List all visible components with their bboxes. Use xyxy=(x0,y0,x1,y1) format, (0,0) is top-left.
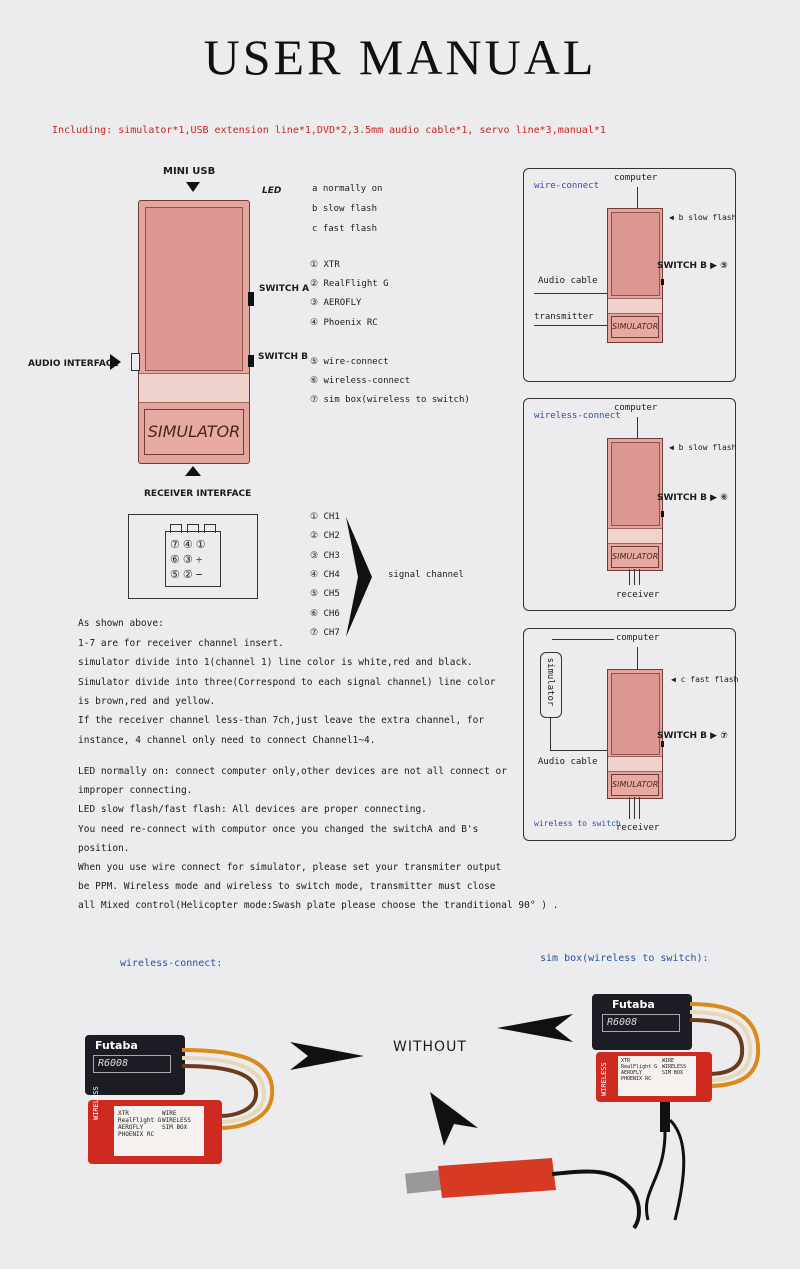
wireless-connect-heading: wireless-connect: xyxy=(120,958,223,969)
device-window xyxy=(611,212,660,296)
device-band xyxy=(608,298,662,314)
led-label: LED xyxy=(262,186,282,196)
pin: ④ xyxy=(182,538,196,551)
device-logo: SIMULATOR xyxy=(611,774,659,796)
label-plate xyxy=(618,1056,696,1096)
instruction-line: Simulator divide into three(Correspond to each signal channel) line color xyxy=(78,677,496,688)
arrow-left-icon xyxy=(495,1010,575,1046)
package-contents: Including: simulator*1,USB extension line*1,DVD*2,3.5mm audio cable*1, servo line*3,manual*1 xyxy=(52,125,606,136)
switch-label: SWITCH B ▶ ⑥ xyxy=(657,493,728,503)
computer-label: computer xyxy=(614,403,658,413)
unit-label: WIRELESS xyxy=(662,1064,687,1070)
device-band xyxy=(608,756,662,772)
pin: + xyxy=(195,553,206,566)
channel-3: ③ CH3 xyxy=(310,551,340,561)
audio-arrow-icon xyxy=(110,354,121,370)
unit-label: SIM BOX xyxy=(162,1124,188,1131)
usb-wire xyxy=(637,187,638,208)
led-mode-b: b slow flash xyxy=(312,204,378,214)
sim-box-device xyxy=(596,1052,712,1102)
unit-label: WIRE xyxy=(162,1110,177,1117)
brand-label: Futaba xyxy=(612,998,655,1011)
instruction-line: instance, 4 channel only need to connect Channel1~4. xyxy=(78,735,376,746)
instruction-line: is brown,red and yellow. xyxy=(78,696,216,707)
panel-title: wire-connect xyxy=(534,181,600,191)
pin: ⑤ xyxy=(170,568,183,581)
note-line: You need re-connect with computor once you changed the switchA and B's xyxy=(78,824,479,835)
switch-a-option-4: ④ Phoenix RC xyxy=(310,318,378,328)
device-icon xyxy=(607,669,663,799)
receiver-unit xyxy=(592,994,692,1050)
channel-bracket-arrow-icon xyxy=(344,515,374,640)
unit-label: RealFlight G xyxy=(118,1117,162,1124)
connector-block xyxy=(165,531,221,587)
model-label: R6008 xyxy=(93,1055,171,1073)
computer-label: computer xyxy=(616,633,660,643)
switch-a-knob xyxy=(248,292,254,306)
note-line: When you use wire connect for simulator, please set your transmiter output xyxy=(78,862,502,873)
device-window xyxy=(611,442,660,526)
instruction-line: 1-7 are for receiver channel insert. xyxy=(78,638,284,649)
switch-b-knob xyxy=(248,355,254,367)
instruction-line: As shown above: xyxy=(78,618,164,629)
wireless-unit xyxy=(88,1086,222,1164)
note-line: all Mixed control(Helicopter mode:Swash plate please choose the tranditional 90° ) . xyxy=(78,900,559,911)
unit-label: XTR xyxy=(118,1110,129,1117)
channel-1: ① CH1 xyxy=(310,512,340,522)
usb-stick xyxy=(402,1150,652,1230)
channel-2: ② CH2 xyxy=(310,531,340,541)
audio-wire xyxy=(550,750,607,751)
pin: ③ xyxy=(182,553,196,566)
computer-label: computer xyxy=(614,173,658,183)
computer-wire xyxy=(552,639,614,640)
transmitter-label: transmitter xyxy=(534,312,594,322)
channel-4: ④ CH4 xyxy=(310,570,340,580)
note-line: position. xyxy=(78,843,130,854)
audio-interface-label: AUDIO INTERFACE xyxy=(28,359,119,369)
device-logo: SIMULATOR xyxy=(611,316,659,338)
panel-title: wireless to switch xyxy=(534,819,621,828)
sim-box-label: simulator xyxy=(545,657,555,707)
unit-label: WIRELESS xyxy=(162,1117,191,1124)
receiver-wire xyxy=(634,569,635,585)
switch-knob xyxy=(661,741,664,747)
flash-label: ◀ b slow flash xyxy=(669,213,737,222)
flash-label: ◀ c fast flash xyxy=(671,675,739,684)
arrow-up-icon xyxy=(424,1088,484,1150)
wireless-label: WIRELESS xyxy=(600,1062,608,1096)
receiver-unit xyxy=(85,1035,185,1095)
wireless-label: WIRELESS xyxy=(92,1086,100,1120)
receiver-label: receiver xyxy=(616,823,660,833)
pin: ② xyxy=(182,568,196,581)
pin: ⑦ xyxy=(170,538,183,551)
arrow-right-icon xyxy=(288,1038,368,1074)
switch-b-label: SWITCH B xyxy=(258,352,309,362)
receiver-wire xyxy=(629,797,630,819)
unit-labels xyxy=(118,1110,161,1138)
switch-a-option-3: ③ AEROFLY xyxy=(310,298,362,308)
page-title: USER MANUAL xyxy=(203,29,597,85)
audio-jack xyxy=(131,353,140,371)
pin: ⑥ xyxy=(170,553,183,566)
note-line: LED slow flash/fast flash: All devices are proper connecting. xyxy=(78,804,427,815)
switch-label: SWITCH B ▶ ⑤ xyxy=(657,261,728,271)
model-label: R6008 xyxy=(602,1014,680,1032)
connector-diagram xyxy=(128,514,258,599)
device-window xyxy=(611,673,660,755)
unit-label: AEROFLY xyxy=(621,1070,643,1076)
unit-label: XTR xyxy=(621,1058,631,1064)
audio-wire xyxy=(534,293,607,294)
receiver-wire xyxy=(629,569,630,585)
panel-title: wireless-connect xyxy=(534,411,621,421)
switch-b-option-7: ⑦ sim box(wireless to switch) xyxy=(310,395,470,405)
receiver-label: receiver xyxy=(616,590,660,600)
unit-label: AEROFLY xyxy=(118,1124,144,1131)
without-label: WITHOUT xyxy=(393,1039,467,1055)
note-line: be PPM. Wireless mode and wireless to switch mode, transmitter must close xyxy=(78,881,496,892)
switch-label: SWITCH B ▶ ⑦ xyxy=(657,731,728,741)
switch-b-option-5: ⑤ wire-connect xyxy=(310,357,389,367)
switch-knob xyxy=(661,511,664,517)
unit-labels xyxy=(662,1058,686,1076)
note-line: LED normally on: connect computer only,other devices are not all connect or xyxy=(78,766,507,777)
receiver-arrow-icon xyxy=(185,466,201,476)
simulator-device xyxy=(138,200,250,464)
pin: − xyxy=(195,568,206,581)
sim-box-heading: sim box(wireless to switch): xyxy=(540,953,709,964)
device-band xyxy=(608,528,662,544)
led-mode-a: a normally on xyxy=(312,184,383,194)
audio-cable-label: Audio cable xyxy=(538,757,598,767)
wireless-connect-panel xyxy=(523,398,736,611)
pin: ① xyxy=(195,538,209,551)
led-mode-c: c fast flash xyxy=(312,224,378,234)
instruction-line: simulator divide into 1(channel 1) line color is white,red and black. xyxy=(78,657,473,668)
device-logo: SIMULATOR xyxy=(611,546,659,568)
connector-tab xyxy=(204,524,216,533)
signal-channel-label: signal channel xyxy=(388,570,464,580)
connector-tab xyxy=(187,524,199,533)
audio-wire xyxy=(550,717,551,750)
label-plate xyxy=(114,1106,204,1156)
unit-labels xyxy=(162,1110,191,1131)
device-logo: SIMULATOR xyxy=(144,409,244,455)
receiver-interface-label: RECEIVER INTERFACE xyxy=(144,489,252,499)
sim-box-panel xyxy=(523,628,739,841)
usb-wire xyxy=(637,417,638,438)
switch-a-option-2: ② RealFlight G xyxy=(310,279,389,289)
channel-7: ⑦ CH7 xyxy=(310,628,340,638)
wire-connect-panel xyxy=(523,168,736,382)
switch-b-option-6: ⑥ wireless-connect xyxy=(310,376,411,386)
mini-usb-arrow-icon xyxy=(186,182,200,192)
audio-cable-label: Audio cable xyxy=(538,276,598,286)
instruction-line: If the receiver channel less-than 7ch,just leave the extra channel, for xyxy=(78,715,485,726)
usb-wire xyxy=(637,647,638,669)
transmitter-wire xyxy=(534,325,607,326)
unit-label: SIM BOX xyxy=(662,1070,684,1076)
receiver-wire xyxy=(639,569,640,585)
unit-label: PHOENIX RC xyxy=(621,1076,652,1082)
receiver-wire xyxy=(639,797,640,819)
channel-5: ⑤ CH5 xyxy=(310,589,340,599)
switch-knob xyxy=(661,279,664,285)
mini-usb-label: MINI USB xyxy=(163,166,216,177)
note-line: improper connecting. xyxy=(78,785,193,796)
device-icon xyxy=(607,438,663,571)
switch-a-label: SWITCH A xyxy=(259,284,310,294)
unit-label: PHOENIX RC xyxy=(118,1131,155,1138)
connector-tab xyxy=(170,524,182,533)
unit-labels xyxy=(621,1058,657,1082)
device-window xyxy=(145,207,243,371)
unit-label: WIRE xyxy=(662,1058,675,1064)
device-icon xyxy=(607,208,663,343)
unit-label: RealFlight G xyxy=(621,1064,658,1070)
switch-a-option-1: ① XTR xyxy=(310,260,340,270)
device-band xyxy=(139,373,249,403)
brand-label: Futaba xyxy=(95,1039,138,1052)
channel-6: ⑥ CH6 xyxy=(310,609,340,619)
flash-label: ◀ b slow flash xyxy=(669,443,737,452)
receiver-wire xyxy=(634,797,635,819)
